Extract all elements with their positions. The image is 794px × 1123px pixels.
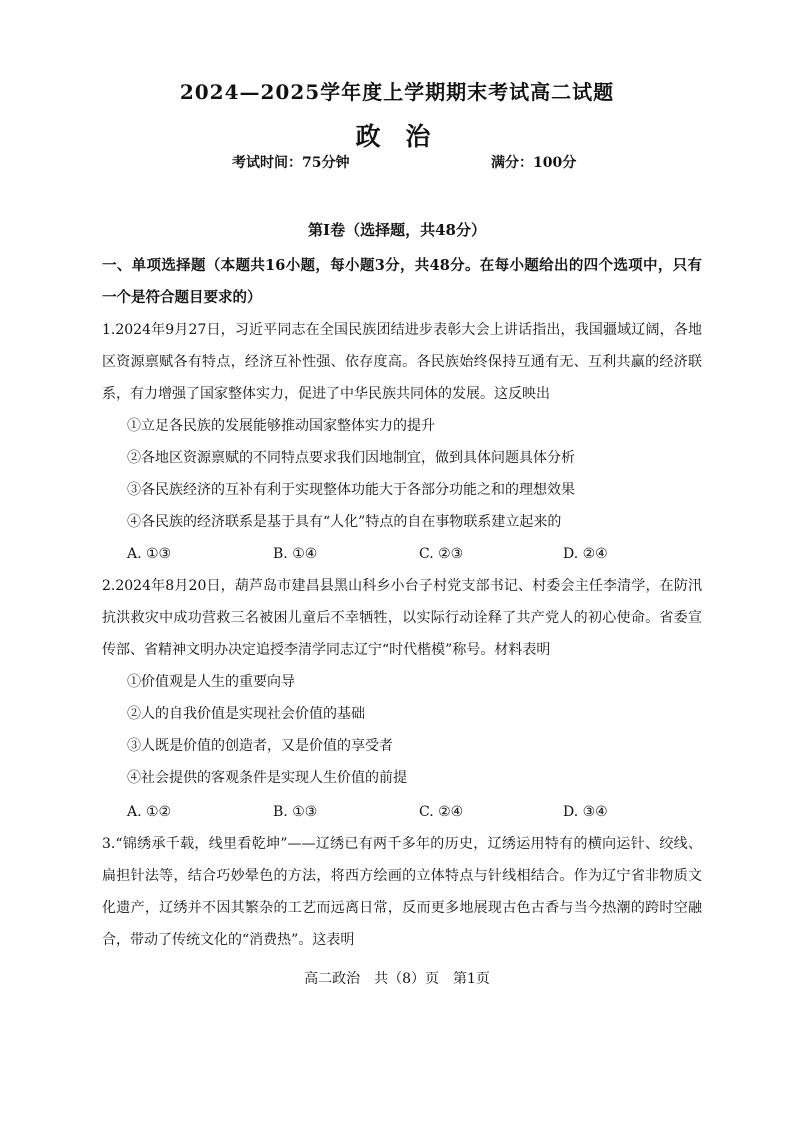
question-2-statements (127, 666, 407, 794)
option-c: C. ②④ (419, 804, 464, 820)
question-1-stem: 1.2024年9月27日，习近平同志在全国民族团结进步表彰大会上讲话指出，我国疆域辽阔，各地区资源禀赋各有特点，经济互补性强、依存度高。各民族始终保持互通有无、互利共赢的经济联系，有力增强了国家整体实力，促进了中华民族共同体的发展。这反映出 (102, 322, 702, 402)
question-1-options (127, 538, 687, 570)
section-instruction: 一、单项选择题（本题共16小题，每小题3分，共48分。在每小题给出的四个选项中，只有一个是符合题目要求的） (102, 257, 702, 306)
statement: ②各地区资源禀赋的不同特点要求我们因地制宜，做到具体问题具体分析 (127, 450, 575, 466)
section-title: 第Ⅰ卷（选择题，共48分） (308, 221, 486, 239)
statement: ①价值观是人生的重要向导 (127, 674, 295, 690)
option-d: D. ③④ (563, 804, 608, 820)
question-2-options (127, 796, 687, 828)
subject-title: 政 治 (355, 122, 439, 151)
statement: ④各民族的经济联系是基于具有“人化”特点的自在事物联系建立起来的 (127, 514, 562, 530)
statement: ①立足各民族的发展能够推动国家整体实力的提升 (127, 418, 435, 434)
option-a: A. ①② (127, 804, 172, 820)
statement: ③人既是价值的创造者，又是价值的享受者 (127, 738, 393, 754)
option-d: D. ②④ (563, 546, 608, 562)
option-b: B. ①③ (273, 804, 318, 820)
statement: ②人的自我价值是实现社会价值的基础 (127, 706, 365, 722)
option-c: C. ②③ (419, 546, 464, 562)
page-footer: 高二政治 共（8）页 第1页 (304, 971, 490, 987)
statement: ④社会提供的客观条件是实现人生价值的前提 (127, 770, 407, 786)
exam-time: 考试时间：75分钟 (232, 155, 350, 171)
question-1-statements (127, 410, 575, 538)
full-score: 满分：100分 (491, 155, 577, 171)
option-a: A. ①③ (127, 546, 172, 562)
statement: ③各民族经济的互补有利于实现整体功能大于各部分功能之和的理想效果 (127, 482, 575, 498)
exam-title: 2024—2025学年度上学期期末考试高二试题 (179, 80, 615, 104)
question-3-stem: 3.“锦绣承千载，线里看乾坤”——辽绣已有两千多年的历史，辽绣运用特有的横向运针、绞线、扁担针法等，结合巧妙晕色的方法，将西方绘画的立体特点与针线相结合。作为辽宁省非物质文化遗产，辽绣并不因其繁杂的工艺而远离日常，反而更多地展现古色古香与当今热潮的跨时空融合，带动了传统文化的“消费热”。这表明 (102, 836, 702, 948)
option-b: B. ①④ (273, 546, 318, 562)
question-2-stem: 2.2024年8月20日，葫芦岛市建昌县黑山科乡小台子村党支部书记、村委会主任李清学，在防汛抗洪救灾中成功营救三名被困儿童后不幸牺牲，以实际行动诠释了共产党人的初心使命。省委宣传部、省精神文明办决定追授李清学同志辽宁“时代楷模”称号。材料表明 (102, 578, 702, 658)
